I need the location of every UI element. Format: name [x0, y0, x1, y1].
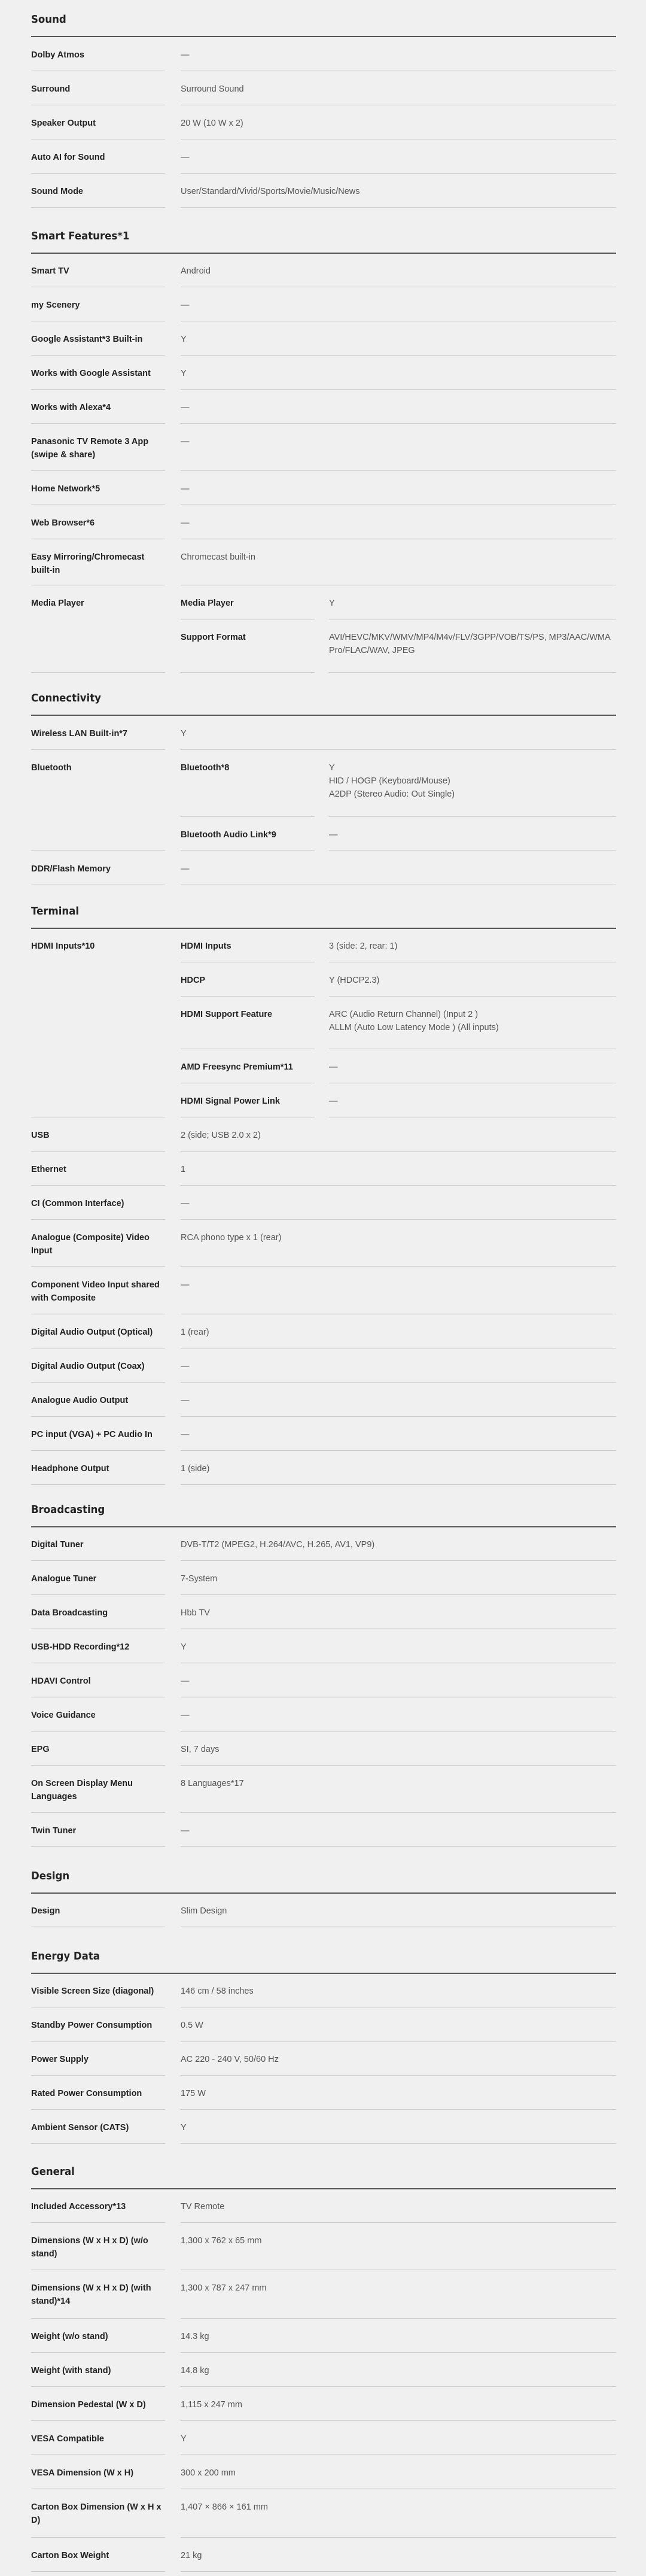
- row-divider: [31, 470, 165, 471]
- value-line: ALLM (Auto Low Latency Mode ) (All inputs): [329, 1023, 499, 1032]
- spec-label: HDMI Inputs*10: [31, 941, 95, 951]
- spec-label: Speaker Output: [31, 119, 96, 128]
- spec-value: Y: [181, 369, 187, 378]
- spec-value: —: [181, 1280, 190, 1290]
- spec-label: Panasonic TV Remote 3 App (swipe & share): [31, 437, 149, 460]
- spec-label: Visible Screen Size (diagonal): [31, 1986, 154, 1996]
- row-divider: [181, 1416, 616, 1417]
- row-divider: [31, 2222, 165, 2223]
- spec-label: Dimensions (W x H x D) (w/o stand): [31, 2236, 148, 2259]
- spec-label: my Scenery: [31, 300, 80, 310]
- spec-label: Analogue Audio Output: [31, 1396, 129, 1405]
- spec-sub-label: Support Format: [181, 633, 246, 642]
- spec-label: Analogue Tuner: [31, 1574, 97, 1584]
- spec-value: Y: [181, 2434, 187, 2444]
- spec-value: 1,115 x 247 mm: [181, 2400, 242, 2410]
- spec-label: Data Broadcasting: [31, 1608, 108, 1618]
- row-divider: [329, 850, 616, 851]
- spec-value: Slim Design: [181, 1906, 227, 1916]
- row-divider: [31, 1151, 165, 1152]
- spec-value: —: [181, 437, 190, 446]
- row-divider: [31, 207, 165, 208]
- spec-value: —: [181, 1711, 190, 1720]
- row-divider: [31, 749, 165, 750]
- section-title: Broadcasting: [31, 1503, 105, 1516]
- spec-value: 146 cm / 58 inches: [181, 1986, 254, 1996]
- spec-sub-value: [329, 1008, 616, 1034]
- row-divider: [181, 2386, 616, 2387]
- spec-value: AC 220 - 240 V, 50/60 Hz: [181, 2055, 279, 2064]
- row-divider: [31, 1765, 165, 1766]
- spec-value: Y: [181, 1642, 187, 1652]
- row-divider: [181, 1765, 616, 1766]
- row-divider: [181, 749, 616, 750]
- row-divider: [181, 1484, 616, 1485]
- spec-value: —: [181, 403, 190, 412]
- spec-sub-value: —: [329, 1062, 338, 1072]
- spec-value: —: [181, 50, 190, 60]
- row-divider: [31, 173, 165, 174]
- row-divider: [31, 2109, 165, 2110]
- section-title: Energy Data: [31, 1950, 100, 1963]
- spec-value: 21 kg: [181, 2551, 202, 2560]
- spec-value: 14.8 kg: [181, 2366, 209, 2375]
- spec-value: —: [181, 518, 190, 528]
- spec-value: Chromecast built-in: [181, 552, 255, 562]
- row-divider: [31, 1266, 165, 1267]
- section-title: Terminal: [31, 905, 80, 918]
- spec-sub-value: —: [329, 830, 338, 840]
- row-divider: [31, 2318, 165, 2319]
- spec-label: USB: [31, 1131, 50, 1140]
- row-divider: [31, 1219, 165, 1220]
- row-divider: [181, 207, 616, 208]
- spec-value: 1 (rear): [181, 1328, 209, 1337]
- spec-sub-value: Y: [329, 599, 335, 608]
- section-rule: [31, 1526, 616, 1527]
- row-divider: [31, 2041, 165, 2042]
- spec-label: PC input (VGA) + PC Audio In: [31, 1430, 153, 1439]
- spec-label: Easy Mirroring/Chromecast built-in: [31, 552, 145, 575]
- section-title: Smart Features*1: [31, 230, 130, 242]
- row-divider: [181, 1382, 616, 1383]
- row-divider: [181, 2143, 616, 2144]
- row-divider: [31, 1450, 165, 1451]
- spec-sub-label: Bluetooth*8: [181, 763, 230, 773]
- row-divider: [31, 672, 165, 673]
- row-divider: [31, 1560, 165, 1561]
- row-divider: [31, 2386, 165, 2387]
- row-divider: [31, 1416, 165, 1417]
- spec-value: 8 Languages*17: [181, 1779, 244, 1788]
- spec-label: Carton Box Dimension (W x H x D): [31, 2502, 162, 2525]
- spec-label: Dolby Atmos: [31, 50, 84, 60]
- row-divider: [181, 1846, 616, 1847]
- value-line: ARC (Audio Return Channel) (Input 2 ): [329, 1010, 479, 1019]
- spec-label: DDR/Flash Memory: [31, 864, 111, 874]
- row-divider: [181, 2041, 616, 2042]
- row-divider: [31, 2075, 165, 2076]
- row-divider: [31, 1846, 165, 1847]
- spec-value: 1,300 x 787 x 247 mm: [181, 2283, 267, 2293]
- spec-sub-label: HDMI Support Feature: [181, 1010, 273, 1019]
- spec-label: Headphone Output: [31, 1464, 109, 1474]
- section-title: General: [31, 2165, 75, 2178]
- row-divider: [181, 672, 315, 673]
- spec-value: 0.5 W: [181, 2021, 203, 2030]
- spec-sub-value: 3 (side: 2, rear: 1): [329, 941, 398, 951]
- spec-label: Ambient Sensor (CATS): [31, 2123, 129, 2133]
- spec-label: Carton Box Weight: [31, 2551, 109, 2560]
- row-divider: [329, 996, 616, 997]
- spec-label: Media Player: [31, 599, 84, 608]
- spec-label: Bluetooth: [31, 763, 72, 773]
- row-divider: [31, 1484, 165, 1485]
- spec-label: Dimensions (W x H x D) (with stand)*14: [31, 2283, 151, 2306]
- row-divider: [181, 2318, 616, 2319]
- spec-sub-value: Y (HDCP2.3): [329, 976, 380, 985]
- spec-value: Y: [181, 2123, 187, 2133]
- spec-value: RCA phono type x 1 (rear): [181, 1233, 282, 1243]
- spec-sub-label: AMD Freesync Premium*11: [181, 1062, 293, 1072]
- row-divider: [181, 1594, 616, 1595]
- row-divider: [181, 816, 315, 817]
- spec-label: VESA Dimension (W x H): [31, 2468, 134, 2478]
- spec-label: Surround: [31, 84, 71, 94]
- row-divider: [181, 996, 315, 997]
- spec-value: 1 (side): [181, 1464, 210, 1474]
- spec-label: CI (Common Interface): [31, 1199, 124, 1208]
- row-divider: [181, 470, 616, 471]
- spec-label: Analogue (Composite) Video Input: [31, 1233, 150, 1256]
- row-divider: [181, 2109, 616, 2110]
- row-divider: [31, 2420, 165, 2421]
- spec-value: Surround Sound: [181, 84, 244, 94]
- spec-value: —: [181, 1396, 190, 1405]
- section-rule: [31, 1892, 616, 1894]
- row-divider: [329, 816, 616, 817]
- value-line: A2DP (Stereo Audio: Out Single): [329, 789, 455, 799]
- row-divider: [31, 2537, 165, 2538]
- row-divider: [181, 2075, 616, 2076]
- spec-value: Hbb TV: [181, 1608, 210, 1618]
- spec-value: —: [181, 1430, 190, 1439]
- row-divider: [181, 423, 616, 424]
- spec-label: Works with Alexa*4: [31, 403, 111, 412]
- spec-label: Dimension Pedestal (W x D): [31, 2400, 146, 2410]
- row-divider: [31, 850, 165, 851]
- spec-value: 14.3 kg: [181, 2332, 209, 2341]
- spec-value: 1,407 × 866 × 161 mm: [181, 2502, 268, 2512]
- spec-value: 2 (side; USB 2.0 x 2): [181, 1131, 261, 1140]
- section-rule: [31, 1973, 616, 1974]
- row-divider: [31, 389, 165, 390]
- spec-value: —: [181, 1676, 190, 1686]
- row-divider: [31, 2571, 165, 2572]
- row-divider: [181, 2571, 616, 2572]
- spec-value: DVB-T/T2 (MPEG2, H.264/AVC, H.265, AV1, VP9): [181, 1540, 375, 1550]
- spec-label: Auto AI for Sound: [31, 153, 105, 162]
- section-title: Sound: [31, 13, 66, 26]
- spec-label: Works with Google Assistant: [31, 369, 151, 378]
- spec-value: Y: [181, 335, 187, 344]
- section-rule: [31, 928, 616, 929]
- spec-label: Included Accessory*13: [31, 2202, 126, 2212]
- row-divider: [31, 2143, 165, 2144]
- spec-label: Twin Tuner: [31, 1826, 77, 1836]
- spec-label: Sound Mode: [31, 187, 83, 196]
- row-divider: [181, 850, 315, 851]
- spec-label: Weight (w/o stand): [31, 2332, 108, 2341]
- spec-label: Rated Power Consumption: [31, 2089, 142, 2098]
- spec-label: Voice Guidance: [31, 1711, 96, 1720]
- spec-label: VESA Compatible: [31, 2434, 104, 2444]
- row-divider: [31, 355, 165, 356]
- row-divider: [181, 1151, 616, 1152]
- row-divider: [31, 2352, 165, 2353]
- row-divider: [181, 2352, 616, 2353]
- spec-value: —: [181, 153, 190, 162]
- section-title: Connectivity: [31, 692, 101, 704]
- spec-value: 1,300 x 762 x 65 mm: [181, 2236, 262, 2246]
- spec-label: Standby Power Consumption: [31, 2021, 153, 2030]
- spec-sub-label: Bluetooth Audio Link*9: [181, 830, 276, 840]
- row-divider: [181, 355, 616, 356]
- spec-label: Digital Tuner: [31, 1540, 84, 1550]
- section-rule: [31, 36, 616, 37]
- spec-label: Power Supply: [31, 2055, 89, 2064]
- row-divider: [181, 1219, 616, 1220]
- spec-label: Design: [31, 1906, 60, 1916]
- spec-label: Weight (with stand): [31, 2366, 111, 2375]
- spec-label: On Screen Display Menu Languages: [31, 1779, 133, 1802]
- spec-label: Wireless LAN Built-in*7: [31, 729, 128, 739]
- spec-label: Ethernet: [31, 1165, 66, 1174]
- row-divider: [31, 423, 165, 424]
- spec-label: Smart TV: [31, 266, 69, 276]
- spec-label: Home Network*5: [31, 484, 100, 494]
- spec-value: —: [181, 1826, 190, 1836]
- row-divider: [181, 173, 616, 174]
- spec-label: Google Assistant*3 Built-in: [31, 335, 143, 344]
- spec-value: 175 W: [181, 2089, 206, 2098]
- spec-sub-value: AVI/HEVC/MKV/WMV/MP4/M4v/FLV/3GPP/VOB/TS/PS, MP3/AAC/WMA Pro/FLAC/WAV, JPEG: [329, 633, 611, 655]
- section-rule: [31, 2188, 616, 2189]
- spec-value: 20 W (10 W x 2): [181, 119, 243, 128]
- spec-label: Web Browser*6: [31, 518, 95, 528]
- spec-label: USB-HDD Recording*12: [31, 1642, 130, 1652]
- spec-value: —: [181, 484, 190, 494]
- row-divider: [181, 2420, 616, 2421]
- spec-sub-label: HDMI Inputs: [181, 941, 231, 951]
- spec-sub-value: —: [329, 1096, 338, 1106]
- spec-value: —: [181, 1362, 190, 1371]
- spec-value: 300 x 200 mm: [181, 2468, 236, 2478]
- row-divider: [181, 1560, 616, 1561]
- row-divider: [31, 1185, 165, 1186]
- spec-value: —: [181, 300, 190, 310]
- spec-sub-value: [329, 761, 616, 801]
- spec-value: 7-System: [181, 1574, 218, 1584]
- row-divider: [31, 1812, 165, 1813]
- row-divider: [181, 1266, 616, 1267]
- spec-label: Digital Audio Output (Optical): [31, 1328, 153, 1337]
- value-line: HID / HOGP (Keyboard/Mouse): [329, 776, 450, 786]
- row-divider: [181, 1185, 616, 1186]
- spec-label: HDAVI Control: [31, 1676, 91, 1686]
- row-divider: [181, 2537, 616, 2538]
- row-divider: [31, 1382, 165, 1383]
- value-line: Y: [329, 763, 335, 773]
- spec-value: Y: [181, 729, 187, 739]
- row-divider: [31, 1594, 165, 1595]
- section-title: Design: [31, 1870, 70, 1882]
- spec-value: —: [181, 1199, 190, 1208]
- spec-value: SI, 7 days: [181, 1745, 220, 1754]
- spec-label: EPG: [31, 1745, 50, 1754]
- spec-value: User/Standard/Vivid/Sports/Movie/Music/News: [181, 187, 360, 196]
- row-divider: [181, 2222, 616, 2223]
- spec-value: —: [181, 864, 190, 874]
- section-rule: [31, 253, 616, 254]
- spec-sub-label: Media Player: [181, 599, 234, 608]
- spec-value: Android: [181, 266, 211, 276]
- section-rule: [31, 715, 616, 716]
- spec-sub-label: HDMI Signal Power Link: [181, 1096, 280, 1106]
- row-divider: [181, 1450, 616, 1451]
- spec-label: Digital Audio Output (Coax): [31, 1362, 145, 1371]
- spec-sub-label: HDCP: [181, 976, 206, 985]
- spec-value: 1: [181, 1165, 186, 1174]
- row-divider: [181, 389, 616, 390]
- row-divider: [329, 672, 616, 673]
- spec-value: TV Remote: [181, 2202, 225, 2212]
- row-divider: [181, 1812, 616, 1813]
- spec-label: Component Video Input shared with Composite: [31, 1280, 160, 1303]
